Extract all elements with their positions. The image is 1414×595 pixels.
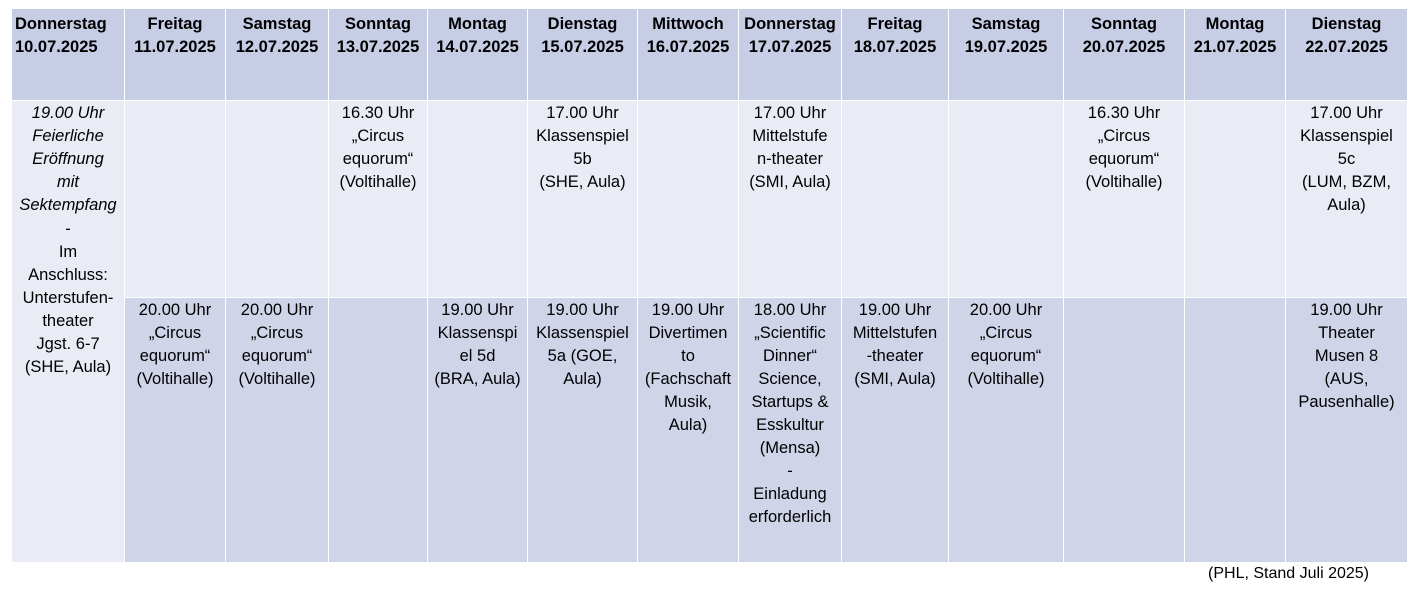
- header-cell: Sonntag 20.07.2025: [1064, 9, 1185, 101]
- event-cell: 17.00 Uhr Klassenspiel 5c (LUM, BZM, Aula): [1286, 101, 1408, 298]
- event-cell: [125, 101, 226, 298]
- event-row-afternoon: [12, 101, 1408, 298]
- event-cell: 19.00 Uhr Mittelstufen -theater (SMI, Aula): [842, 298, 949, 563]
- header-cell: Dienstag 22.07.2025: [1286, 9, 1408, 101]
- event-cell: 16.30 Uhr „Circus equorum“ (Voltihalle): [329, 101, 428, 298]
- header-cell: Donnerstag 10.07.2025: [12, 9, 125, 101]
- opening-event-details: - Im Anschluss: Unterstufen- theater Jgst. 6-7 (SHE, Aula): [22, 220, 114, 376]
- event-cell: [842, 101, 949, 298]
- header-cell: Dienstag 15.07.2025: [528, 9, 638, 101]
- event-cell: [638, 101, 739, 298]
- event-cell: 19.00 Uhr Divertimen to (Fachschaft Musik, Aula): [638, 298, 739, 563]
- event-cell: [1064, 298, 1185, 563]
- opening-event-cell: [12, 101, 125, 563]
- header-cell: Freitag 18.07.2025: [842, 9, 949, 101]
- event-cell: 16.30 Uhr „Circus equorum“ (Voltihalle): [1064, 101, 1185, 298]
- event-cell: 17.00 Uhr Mittelstufe n-theater (SMI, Aula): [739, 101, 842, 298]
- header-cell: Montag 14.07.2025: [428, 9, 528, 101]
- event-cell: [1185, 298, 1286, 563]
- header-cell: Donnerstag 17.07.2025: [739, 9, 842, 101]
- event-cell: [226, 101, 329, 298]
- event-cell: 20.00 Uhr „Circus equorum“ (Voltihalle): [125, 298, 226, 563]
- source-footnote: (PHL, Stand Juli 2025): [1208, 565, 1369, 582]
- event-cell: [329, 298, 428, 563]
- header-cell: Sonntag 13.07.2025: [329, 9, 428, 101]
- header-row: [12, 9, 1408, 101]
- event-cell: 18.00 Uhr „Scientific Dinner“ Science, Startups & Esskultur (Mensa) - Einladung erforderlich: [739, 298, 842, 563]
- event-cell: [949, 101, 1064, 298]
- header-cell: Mittwoch 16.07.2025: [638, 9, 739, 101]
- event-cell: [428, 101, 528, 298]
- event-cell: 20.00 Uhr „Circus equorum“ (Voltihalle): [949, 298, 1064, 563]
- header-cell: Montag 21.07.2025: [1185, 9, 1286, 101]
- event-cell: [1185, 101, 1286, 298]
- event-cell: 17.00 Uhr Klassenspiel 5b (SHE, Aula): [528, 101, 638, 298]
- event-cell: 19.00 Uhr Klassenspiel 5a (GOE, Aula): [528, 298, 638, 563]
- header-cell: Samstag 19.07.2025: [949, 9, 1064, 101]
- event-cell: 19.00 Uhr Theater Musen 8 (AUS, Pausenhalle): [1286, 298, 1408, 563]
- schedule-table: [11, 8, 1408, 563]
- header-cell: Samstag 12.07.2025: [226, 9, 329, 101]
- event-row-evening: [12, 298, 1408, 563]
- event-cell: 20.00 Uhr „Circus equorum“ (Voltihalle): [226, 298, 329, 563]
- opening-event-title: 19.00 Uhr Feierliche Eröffnung mit Sektempfang: [19, 104, 117, 214]
- header-cell: Freitag 11.07.2025: [125, 9, 226, 101]
- event-cell: 19.00 Uhr Klassenspi el 5d (BRA, Aula): [428, 298, 528, 563]
